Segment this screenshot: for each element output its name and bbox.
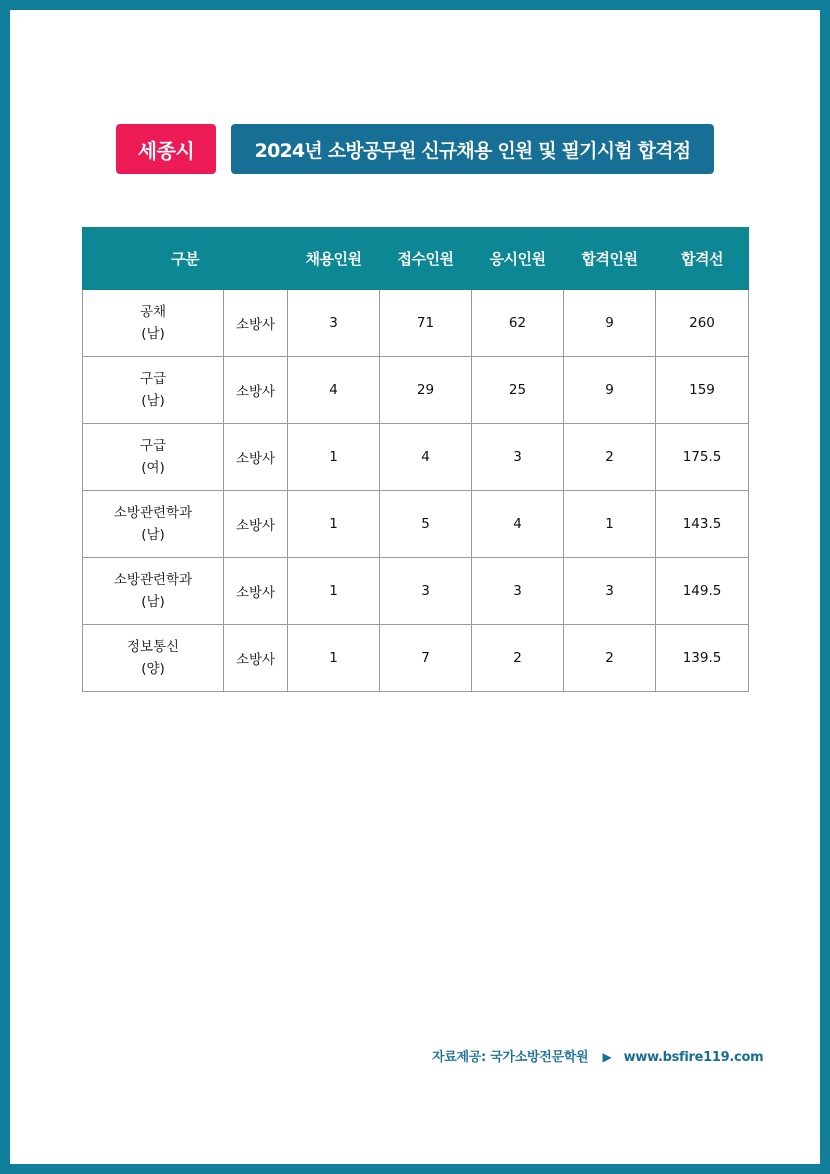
table-row (83, 290, 749, 357)
rank-cell: 소방사 (224, 625, 288, 692)
category-cell (83, 491, 224, 558)
tested-cell: 4 (472, 491, 564, 558)
table-header-row (83, 228, 749, 290)
passed-cell: 9 (564, 357, 656, 424)
hired-cell: 1 (288, 558, 380, 625)
rank-cell: 소방사 (224, 558, 288, 625)
source-label: 자료제공: (432, 1050, 486, 1065)
category-name: 소방관련학과 (113, 505, 193, 521)
tested-cell: 62 (472, 290, 564, 357)
cutoff-cell: 260 (656, 290, 749, 357)
category-cell (83, 625, 224, 692)
category-cell (83, 558, 224, 625)
category-gender: (여) (141, 460, 165, 476)
category-name: 구급 (139, 371, 167, 387)
category-cell (83, 357, 224, 424)
passed-cell: 9 (564, 290, 656, 357)
category-gender: (양) (141, 661, 165, 677)
applied-cell: 7 (380, 625, 472, 692)
category-cell (83, 424, 224, 491)
header-cutoff: 합격선 (656, 228, 749, 290)
rank-cell: 소방사 (224, 290, 288, 357)
applied-cell: 4 (380, 424, 472, 491)
table-row (83, 491, 749, 558)
cutoff-cell: 159 (656, 357, 749, 424)
passed-cell: 2 (564, 625, 656, 692)
table-row (83, 424, 749, 491)
cutoff-cell: 175.5 (656, 424, 749, 491)
tested-cell: 3 (472, 558, 564, 625)
passed-cell: 2 (564, 424, 656, 491)
cutoff-cell: 139.5 (656, 625, 749, 692)
arrow-right-icon: ▶ (602, 1050, 612, 1064)
header-applied: 접수인원 (380, 228, 472, 290)
rank-cell: 소방사 (224, 357, 288, 424)
passed-cell: 3 (564, 558, 656, 625)
rank-cell: 소방사 (224, 424, 288, 491)
page-title: 2024년 소방공무원 신규채용 인원 및 필기시험 합격점 (231, 124, 714, 174)
tested-cell: 2 (472, 625, 564, 692)
header-tested: 응시인원 (472, 228, 564, 290)
passed-cell: 1 (564, 491, 656, 558)
header-hired: 채용인원 (288, 228, 380, 290)
hired-cell: 3 (288, 290, 380, 357)
rank-cell: 소방사 (224, 491, 288, 558)
tested-cell: 25 (472, 357, 564, 424)
hired-cell: 1 (288, 491, 380, 558)
category-gender: (남) (141, 527, 165, 543)
applied-cell: 29 (380, 357, 472, 424)
header-passed: 합격인원 (564, 228, 656, 290)
tested-cell: 3 (472, 424, 564, 491)
header-category: 구분 (83, 228, 288, 290)
website-link[interactable]: www.bsfire119.com (623, 1050, 764, 1065)
category-name: 공채 (139, 304, 167, 320)
applied-cell: 71 (380, 290, 472, 357)
category-name: 정보통신 (126, 639, 180, 655)
category-gender: (남) (141, 326, 165, 342)
category-name: 소방관련학과 (113, 572, 193, 588)
results-table (82, 227, 749, 692)
applied-cell: 3 (380, 558, 472, 625)
category-gender: (남) (141, 393, 165, 409)
cutoff-cell: 149.5 (656, 558, 749, 625)
region-badge: 세종시 (116, 124, 216, 174)
hired-cell: 1 (288, 625, 380, 692)
source-name: 국가소방전문학원 (490, 1050, 589, 1065)
hired-cell: 4 (288, 357, 380, 424)
category-name: 구급 (139, 438, 167, 454)
table-row (83, 625, 749, 692)
applied-cell: 5 (380, 491, 472, 558)
hired-cell: 1 (288, 424, 380, 491)
cutoff-cell: 143.5 (656, 491, 749, 558)
source-credit (432, 1046, 763, 1065)
table-row (83, 558, 749, 625)
category-gender: (남) (141, 594, 165, 610)
category-cell (83, 290, 224, 357)
table-row (83, 357, 749, 424)
